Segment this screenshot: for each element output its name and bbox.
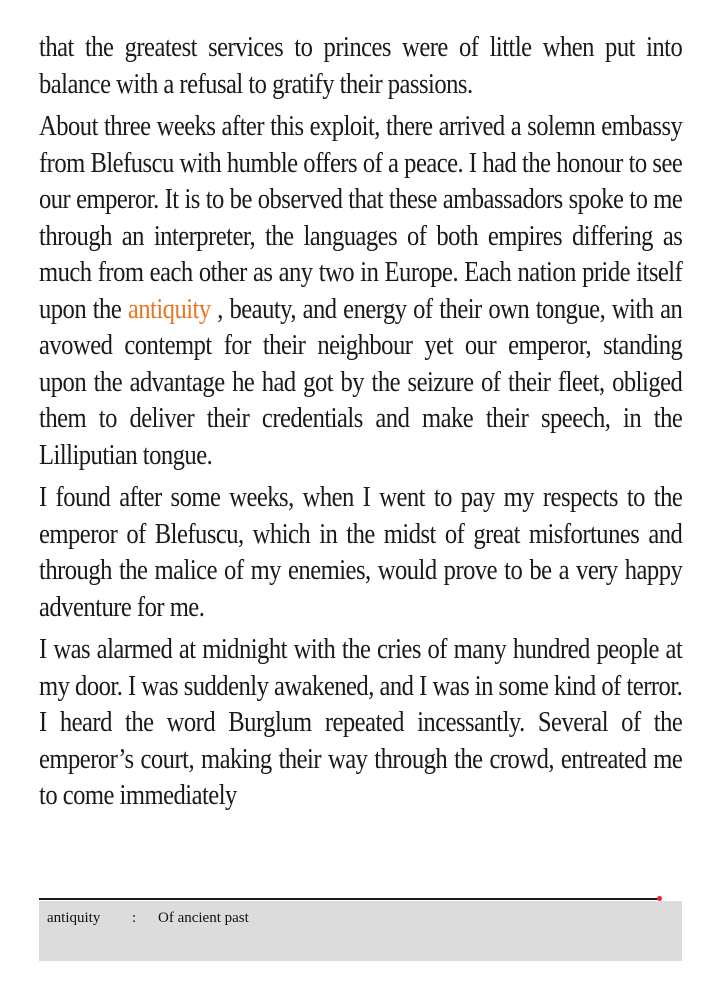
footnote-definition: Of ancient past	[158, 910, 249, 926]
footnote-term: antiquity	[47, 910, 101, 926]
footnote-divider	[39, 898, 659, 900]
glossary-footnote	[39, 901, 682, 961]
paragraph-4: I was alarmed at midnight with the cries of many hundred people at my door. I was suddenly awakened, and I was in some kind of terror. I heard the word Burglum repeated incessantly. Several of the emperor’s court, making their way through the crowd, entreated me to come immediately	[39, 634, 683, 811]
paragraph-1: that the greatest services to princes were of little when put into balance with a refusal to gratify their passions.	[39, 32, 683, 100]
paragraph-3: I found after some weeks, when I went to pay my respects to the emperor of Blefuscu, which in the midst of great misfortunes and through the malice of my enemies, would prove to be a very happy adventure for me.	[39, 482, 683, 623]
paragraph-2-text-start: About three weeks after this exploit, there arrived a solemn embassy from Blefuscu with humble offers of a peace. I had the honour to see our emperor. It is to be observed that these ambassadors spoke to me through an interpreter, the languages of both empires differing as much from each other as any two in Europe. Each nation pride itself upon the	[39, 111, 683, 325]
paragraph-2-text-end: , beauty, and energy of their own tongue, with an avowed contempt for their neighbour yet our emperor, standing upon the advantage he had got by the seizure of their fleet, obliged them to deliver their credentials and make their speech, in the Lilliputian tongue.	[39, 293, 683, 471]
reader-page	[39, 30, 682, 821]
glossary-link-antiquity[interactable]: antiquity	[127, 293, 211, 325]
paragraph-2	[39, 109, 682, 474]
footnote-separator: :	[132, 910, 137, 926]
